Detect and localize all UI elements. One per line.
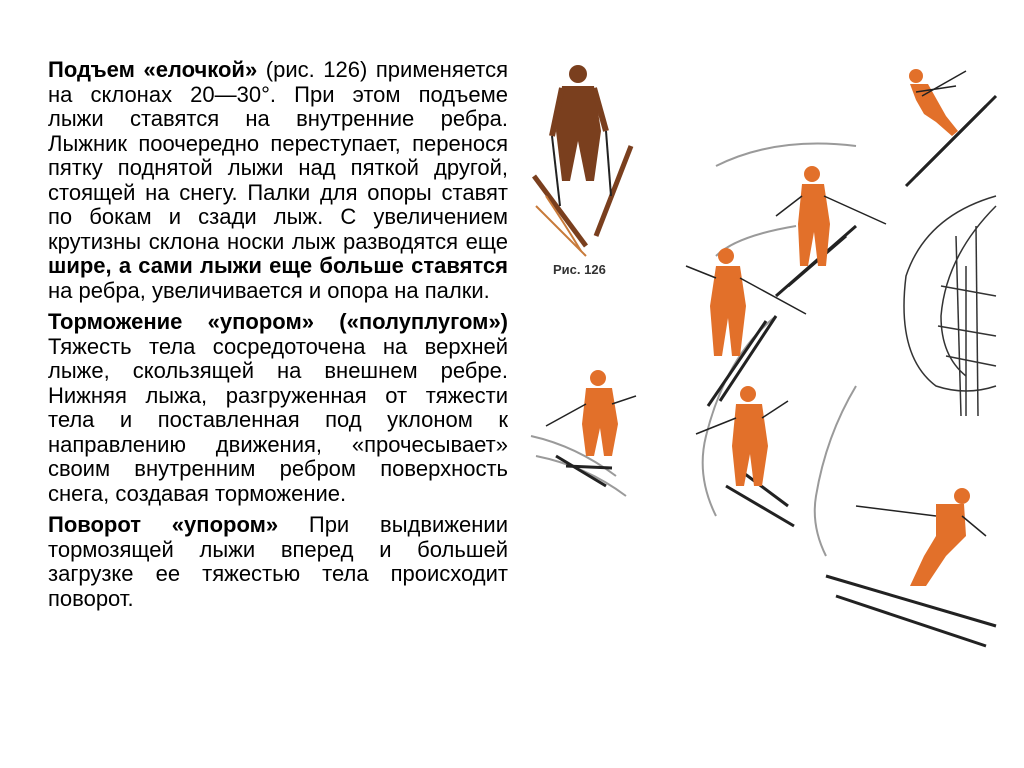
text-column <box>48 58 508 618</box>
body-turn: При выдвижении тормозящей лыжи вперед и большей загрузке ее тяжестью тела происходит поворот. <box>48 512 508 611</box>
skier-5-braking <box>546 370 636 486</box>
heading-herringbone: Подъем «елочкой» <box>48 57 258 82</box>
body-herringbone-1: (рис. 126) применяется на склонах 20—30°. При этом подъеме лыжи ставятся на внутренние ребра. Лыжник поочередно переступает, перенося пятку поднятой лыжи над пяткой другой, стоящей на снегу. Палки для опоры ставят по бокам и сзади лыж. С увеличением крутизны склона носки лыж разводятся еще <box>48 57 508 254</box>
skier-2 <box>776 166 886 296</box>
figure-caption: Рис. 126 <box>553 262 606 277</box>
paragraph-turn <box>48 513 508 611</box>
heading-turn: Поворот «упором» <box>48 512 279 537</box>
emphasis-herringbone: шире, а сами лыжи еще больше ставятся <box>48 253 508 278</box>
tree <box>904 196 996 416</box>
body-braking: Тяжесть тела сосредоточена на верхней лыже, скользящей на внешнем ребре. Нижняя лыжа, разгруженная от тяжести тела и поставленная под уклоном к направлению движения, «прочесывает» своим внутренним ребром поверхность снега, создавая торможение. <box>48 333 508 506</box>
body-herringbone-2: на ребра, увеличивается и опора на палки. <box>48 277 490 303</box>
heading-braking: Торможение «упором» («полуплугом») <box>48 309 508 334</box>
skier-1 <box>906 69 996 186</box>
skier-3 <box>686 248 806 406</box>
paragraph-herringbone <box>48 58 508 303</box>
skiing-illustration <box>526 56 1006 656</box>
skier-6 <box>826 488 996 646</box>
herringbone-skier <box>534 65 631 256</box>
paragraph-braking <box>48 310 508 506</box>
